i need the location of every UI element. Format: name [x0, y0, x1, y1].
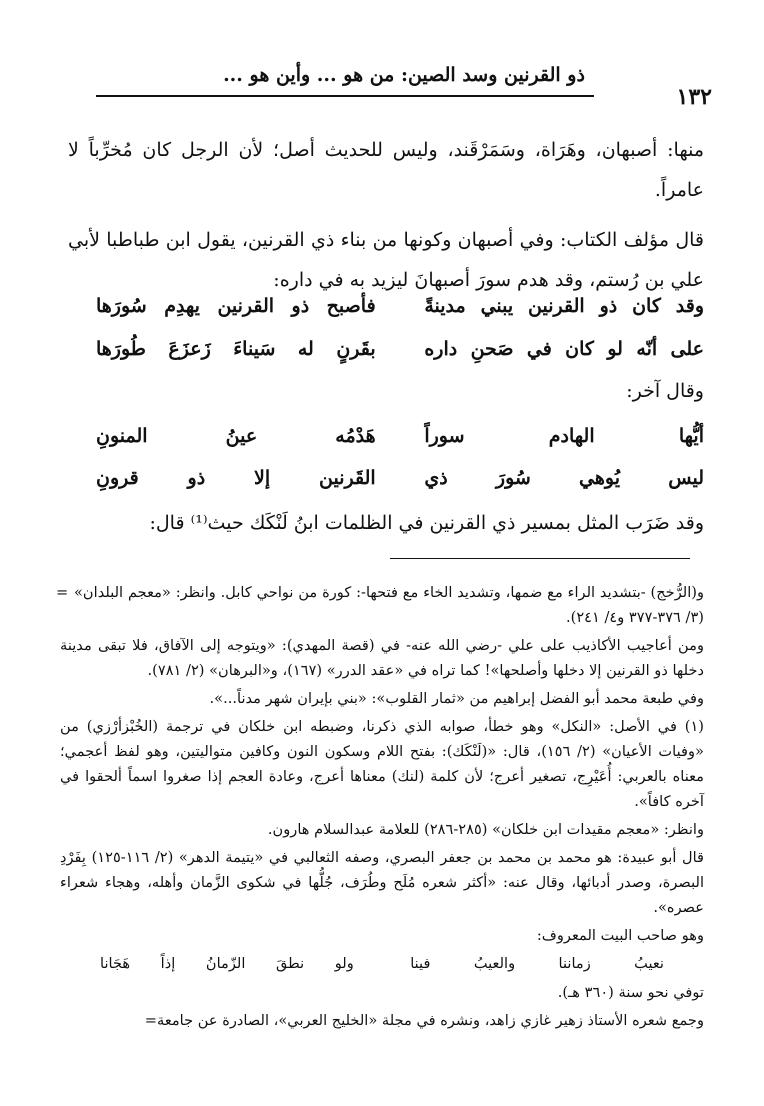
footnote-item: ومن أعاجيب الأكاذيب على علي -رضي الله عنه- في (قصة المهدي): «ويتوجه إلى الآفاق، فلا تبقى مدينة دخلها ذو القرنين إلا دخلها وأصلحها»! كما تراه في «عقد الدرر» (١٦٧)، و«البرهان» (٢/ ٧٨١).: [60, 637, 704, 679]
hemistich-left: بقَرنٍ له سَيناءَ زَعزَعَ طُورَها: [96, 338, 376, 360]
hemistich-left: ولو نطقَ الزّمانُ إذاً هَجَانا: [100, 955, 354, 972]
page-number: ١٣٢: [676, 84, 712, 110]
hemistich-right: ليس يُوهي سُورَ ذي: [424, 467, 704, 489]
footnote-rule: [390, 558, 690, 559]
footnote-1-collection: وجمع شعره الأستاذ زهير غازي زاهد، ونشره في مجلة «الخليج العربي»، الصادرة عن جامعة=: [144, 1012, 704, 1029]
footnote-1-ref: وانظر: «معجم مقيدات ابن خلكان» (٢٨٥-٢٨٦) للعلامة عبدالسلام هارون.: [267, 821, 704, 838]
footnote-item: وفي طبعة محمد أبو الفضل إبراهيم من «ثمار القلوب»: «بني بإيران شهر مدناً...».: [209, 690, 704, 707]
poem2-verse-2: [96, 467, 704, 507]
footnote-1-bio: قال أبو عبيدة: هو محمد بن محمد بن جعفر البصري، وصفه الثعالبي في «يتيمة الدهر» (٢/ ١١٦-١٢٥) بِفَرْدِ البصرة، وصدر أدبائها، وقال عنه: «أكثر شعره مُلَح وطُرَف، جُلُّها في شكوى الزَّمان وأهله، وهجاء شعراء عصره».: [60, 849, 705, 916]
footnote-1-verse-intro: وهو صاحب البيت المعروف:: [536, 927, 704, 944]
main-text: [68, 130, 704, 300]
footnote-1-death: توفي نحو سنة (٣٦٠ هـ).: [557, 984, 704, 1001]
poem2-verse-1: [96, 425, 704, 465]
hemistich-right: على أنّه لو كان في صَحنِ داره: [424, 338, 704, 360]
hemistich-right: نعيبُ زماننا والعيبُ فينا: [410, 955, 664, 972]
continuation-marker: =: [56, 584, 69, 601]
footnote-verse: [100, 951, 664, 976]
footnote-1: (١) في الأصل: «النكل» وهو خطأ، صوابه الذي ذكرنا، وضبطه ابن خلكان في ترجمة (الخُبْزأرْزي) من «وفيات الأعيان» (٢/ ١٥٦)، قال: «(لَنْكَك): بفتح اللام وسكون النون وكافين متواليتين، وهو لفظ أعجمي؛ معناه بالعربي: أُعَيْرِج، تصغير أعرج؛ لأن كلمة (لنك) معناها أعرج، وعادة العجم إذا صغروا اسماً ألحقوا في آخره كافاً».: [60, 718, 704, 810]
poem2-intro: وقال آخر:: [626, 380, 704, 402]
hemistich-left: هَدْمُه عينُ المنونِ: [96, 425, 376, 447]
hemistich-left: القَرنين إلا ذو قرونِ: [96, 467, 376, 489]
paragraph-2: قال مؤلف الكتاب: وفي أصبهان وكونها من بناء ذي القرنين، يقول ابن طباطبا لأبي علي بن رُستم، وقد هدم سورَ أصبهانَ ليزيد به في داره:: [68, 229, 704, 291]
footnote-continuation: و(الرُّخج) -بتشديد الراء مع ضمها، وتشديد الخاء مع فتحها-: كورة من نواحي كابل. وانظر: «معجم البلدان» (٣/ ٣٧٦-٣٧٧ و٤/ ٢٤١).: [74, 584, 704, 626]
hemistich-right: وقد كان ذو القرنين يبني مدينةً: [424, 295, 704, 317]
hemistich-right: أيُّها الهادم سوراً: [424, 425, 704, 447]
poem1-verse-2: [96, 338, 704, 378]
paragraph-1: منها: أصبهان، وهَرَاة، وسَمَرْقَند، وليس للحديث أصل؛ لأن الرجل كان مُخرِّباً لا عامراً.: [68, 139, 704, 201]
closing-line: وقد ضَرَب المثل بمسير ذي القرنين في الظلمات ابنُ لَنْكَك حيث⁽¹⁾ قال:: [149, 512, 704, 534]
header-rule: [96, 95, 594, 97]
hemistich-left: فأصبح ذو القرنين يهدِم سُورَها: [96, 295, 376, 317]
poem1-verse-1: [96, 295, 704, 335]
running-title: ذو القرنين وسد الصين: من هو ... وأين هو ...: [223, 64, 585, 86]
footnotes: [56, 580, 705, 1036]
running-header: [96, 64, 712, 110]
